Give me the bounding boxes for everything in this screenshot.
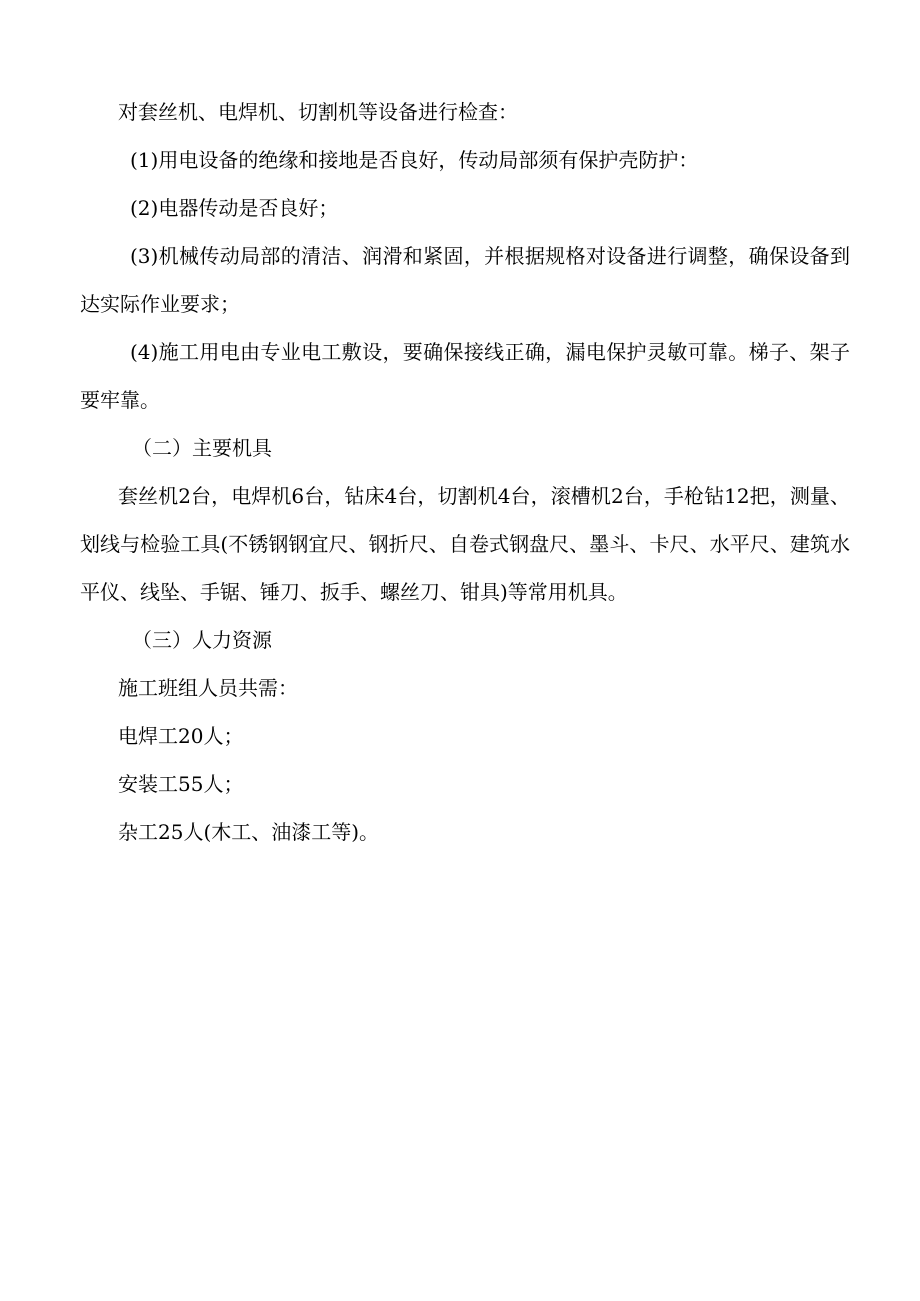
document-body	[80, 88, 850, 856]
paragraph-check-item-2: (2)电器传动是否良好；	[130, 196, 339, 220]
paragraph-installers: 安装工55人；	[118, 772, 244, 796]
section-heading-human-resources: （三）人力资源	[132, 628, 272, 652]
paragraph-welders: 电焊工20人；	[118, 724, 244, 748]
section-heading-main-tools: （二）主要机具	[132, 436, 272, 460]
paragraph-equipment-check-intro: 对套丝机、电焊机、切割机等设备进行检查：	[118, 100, 518, 124]
paragraph-check-item-1: (1)用电设备的绝缘和接地是否良好，传动局部须有保护壳防护：	[130, 148, 699, 172]
paragraph-check-item-4: (4)施工用电由专业电工敷设，要确保接线正确，漏电保护灵敏可靠。梯子、架子要牢靠。	[80, 340, 850, 412]
paragraph-general-workers: 杂工25人(木工、油漆工等)。	[118, 820, 380, 844]
paragraph-check-item-3: (3)机械传动局部的清洁、润滑和紧固，并根据规格对设备进行调整，确保设备到达实际作业要求；	[80, 244, 850, 316]
paragraph-main-tools-list: 套丝机2台，电焊机6台，钻床4台，切割机4台，滚槽机2台，手枪钻12把，测量、划线与检验工具(不锈钢钢宜尺、钢折尺、自卷式钢盘尺、墨斗、卡尺、水平尺、建筑水平仪、线坠、手锯、锤刀、扳手、螺丝刀、钳具)等常用机具。	[80, 484, 850, 604]
paragraph-team-staff-intro: 施工班组人员共需：	[118, 676, 298, 700]
